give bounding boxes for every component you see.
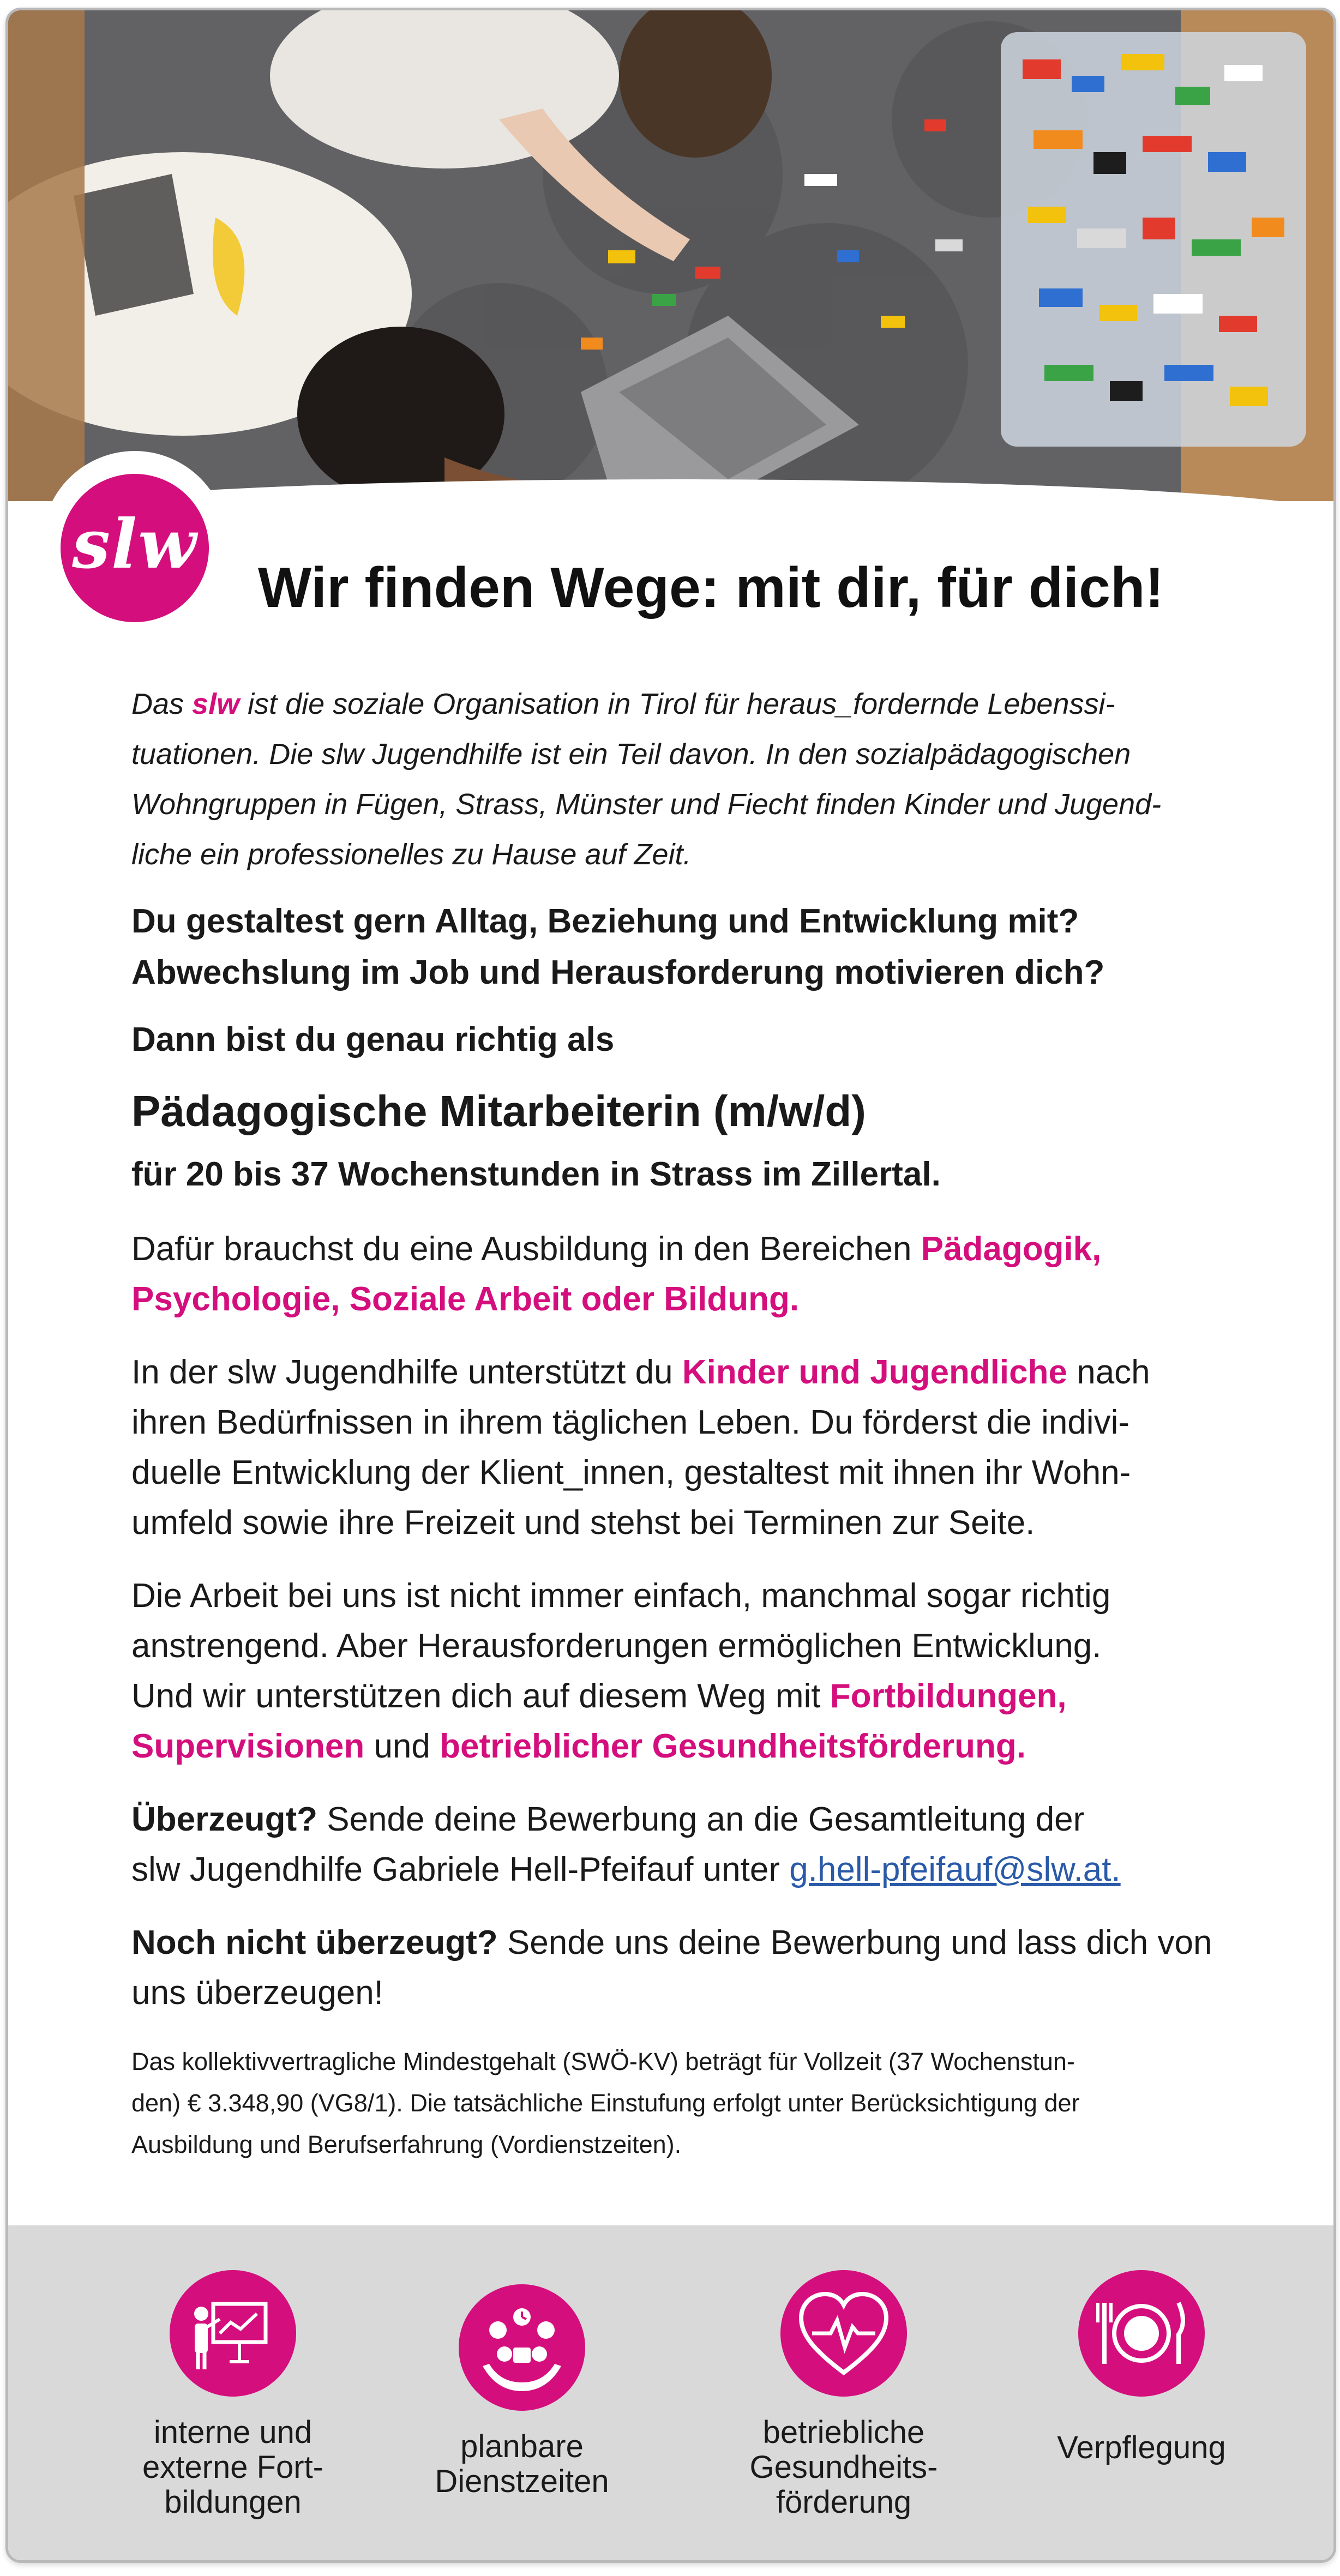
support-text: anstrengend. Aber Herausforderungen ermöglichen Entwicklung. [131,1627,1102,1665]
body-text [131,679,1266,2165]
support-paragraph [131,1571,1266,1772]
logo-text: slw [72,504,197,584]
not-convinced-text: uns überzeugen! [131,1974,383,2012]
not-convinced-bold: Noch nicht überzeugt? [131,1924,498,1961]
slw-logo [61,474,209,622]
benefit-label: betriebliche Gesundheits- förderung [749,2415,938,2520]
tasks-highlight: Kinder und Jugendliche [682,1353,1067,1391]
not-convinced-text: Sende uns deine Bewerbung und lass dich von [497,1924,1212,1961]
tasks-text: ihren Bedürfnissen in ihrem täglichen Leben. Du förderst die indivi- [131,1404,1129,1441]
support-highlight: betrieblicher Gesundheitsförderung. [440,1728,1026,1765]
salary-text: Das kollektivvertragliche Mindestgehalt (SWÖ-KV) beträgt für Vollzeit (37 Wochenstun- [131,2048,1075,2075]
tasks-text: umfeld sowie ihre Freizeit und stehst bei Terminen zur Seite. [131,1504,1035,1542]
headline: Wir finden Wege: mit dir, für dich! [258,556,1164,619]
intro-text: ist die soziale Organisation in Tirol für heraus_fordernde Lebenssi- [239,688,1115,720]
question-paragraph [131,896,1266,998]
hero-photo-illustration [8,10,1333,501]
clock-schedule-icon [459,2284,585,2411]
job-title: Pädagogische Mitarbeiterin (m/w/d) [131,1087,866,1135]
apply-text: Sende deine Bewerbung an die Gesamtleitung der [317,1801,1085,1838]
apply-bold: Überzeugt? [131,1801,317,1838]
benefit-meals [1005,2270,1278,2465]
intro-brand: slw [192,688,240,720]
lead-line: Dann bist du genau richtig als [131,1021,615,1058]
intro-text: liche ein professionelles zu Hause auf Zeit. [131,838,692,871]
plate-cutlery-icon [1078,2270,1205,2397]
benefit-label: Verpflegung [1057,2430,1226,2465]
benefits-section [8,2225,1333,2563]
salary-note [131,2041,1266,2165]
education-text: Dafür brauchst du eine Ausbildung in den Bereichen [131,1230,921,1268]
apply-text: slw Jugendhilfe Gabriele Hell-Pfeifauf unter [131,1851,790,1888]
benefit-schedule [386,2284,658,2499]
support-highlight: Fortbildungen, [830,1677,1067,1715]
tasks-text: duelle Entwicklung der Klient_innen, gestaltest mit ihnen ihr Wohn- [131,1454,1131,1491]
intro-text: Wohngruppen in Fügen, Strass, Münster und Fiecht finden Kinder und Jugend- [131,788,1162,821]
benefit-training [97,2270,369,2520]
support-text: Und wir unterstützen dich auf diesem Weg mit [131,1677,830,1715]
intro-text: tuationen. Die slw Jugendhilfe ist ein Teil davon. In den sozialpädagogischen [131,738,1131,771]
not-convinced-paragraph [131,1918,1266,2018]
intro-paragraph [131,679,1266,880]
education-highlight: Pädagogik, [921,1230,1102,1268]
hero-photo [8,10,1333,501]
email-link[interactable]: g.hell-pfeifauf@slw.at. [789,1851,1121,1888]
support-text: und [364,1728,440,1765]
intro-text: Das [131,688,193,720]
question-line: Du gestaltest gern Alltag, Beziehung und Entwicklung mit? [131,902,1079,940]
working-hours: für 20 bis 37 Wochenstunden in Strass im Zillertal. [131,1155,941,1193]
tasks-text: nach [1067,1353,1150,1391]
benefit-label: interne und externe Fort- bildungen [142,2415,323,2520]
salary-text: den) € 3.348,90 (VG8/1). Die tatsächliche Einstufung erfolgt unter Berücksichtigung der [131,2089,1080,2117]
apply-paragraph [131,1795,1266,1895]
heart-pulse-icon [780,2270,907,2397]
benefit-health [707,2270,980,2520]
salary-text: Ausbildung und Berufserfahrung (Vordienstzeiten). [131,2130,682,2158]
benefit-label: planbare Dienstzeiten [435,2429,609,2499]
education-highlight: Psychologie, Soziale Arbeit oder Bildung. [131,1280,800,1318]
question-line: Abwechslung im Job und Herausforderung motivieren dich? [131,954,1105,991]
support-highlight: Supervisionen [131,1728,365,1765]
presentation-icon [170,2270,296,2397]
education-paragraph [131,1224,1266,1325]
job-posting [5,8,1336,2563]
tasks-paragraph [131,1347,1266,1548]
tasks-text: In der slw Jugendhilfe unterstützt du [131,1353,682,1391]
support-text: Die Arbeit bei uns ist nicht immer einfach, manchmal sogar richtig [131,1577,1111,1615]
